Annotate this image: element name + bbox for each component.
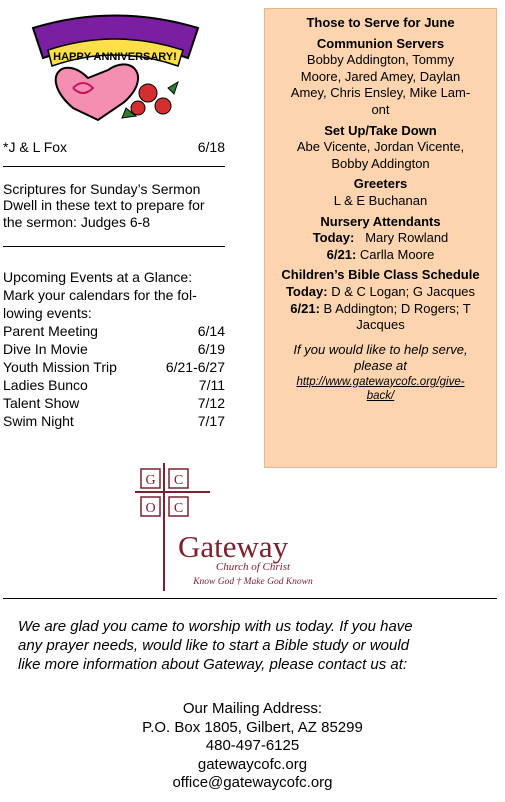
scripture-line: Dwell in these text to prepare for (3, 197, 205, 213)
communion-block (273, 36, 488, 119)
event-name: Parent Meeting (3, 323, 98, 339)
giveback-link[interactable]: http://www.gatewaycofc.org/give- (296, 375, 465, 388)
gateway-logo (135, 463, 340, 591)
nursery-today-label: Today: (312, 230, 355, 246)
class-today-names: D & C Logan; G Jacques (331, 283, 476, 299)
class-today-label: Today: (285, 283, 328, 299)
class-next-names: B Addington; D Rogers; T (323, 300, 471, 316)
event-row (3, 412, 225, 430)
event-name: Youth Mission Trip (3, 359, 117, 375)
setup-title: Set Up/Take Down (324, 122, 437, 138)
scripture-title: Scriptures for Sunday’s Sermon (3, 181, 201, 197)
logo-letter-c2: C (173, 501, 184, 516)
contact-block (0, 700, 505, 793)
nursery-block (273, 214, 488, 264)
nursery-next (273, 247, 488, 264)
event-date: 6/19 (197, 341, 225, 357)
events-title: Upcoming Events at a Glance: (3, 269, 193, 285)
scripture-section (3, 181, 225, 231)
events-intro: lowing events: (3, 305, 92, 321)
anniversary-name: *J & L Fox (3, 139, 68, 155)
logo-name: Gateway (178, 529, 289, 564)
event-name: Ladies Bunco (3, 377, 88, 393)
class-next-cont: Jacques (356, 317, 405, 333)
event-date: 7/12 (197, 395, 225, 411)
event-date: 7/17 (197, 413, 225, 429)
communion-title: Communion Servers (316, 35, 445, 51)
logo-letter-o: O (145, 501, 156, 516)
divider (3, 246, 225, 247)
email[interactable]: office@gatewaycofc.org (172, 774, 333, 791)
happy-anniversary-banner (28, 8, 203, 123)
serve-title: Those to Serve for June (306, 15, 455, 30)
event-date: 6/21-6/27 (165, 359, 225, 375)
class-block (273, 267, 488, 333)
class-next (273, 301, 488, 318)
mailing-title: Our Mailing Address: (182, 700, 323, 717)
help-line: If you would like to help serve, (293, 341, 468, 357)
logo-letter-g: G (145, 473, 156, 488)
greeters-block (273, 176, 488, 209)
event-date: 7/11 (198, 377, 225, 393)
scripture-line: the sermon: Judges 6-8 (3, 214, 151, 230)
event-name: Dive In Movie (3, 341, 88, 357)
nursery-title: Nursery Attendants (320, 213, 441, 229)
event-row (3, 394, 225, 412)
setup-block (273, 123, 488, 173)
setup-line: Bobby Addington (331, 155, 430, 171)
welcome-line: any prayer needs, would like to start a Bible study or would (18, 637, 410, 654)
logo-tagline: Know God † Make God Known (193, 577, 313, 587)
events-section (3, 268, 225, 430)
help-block (273, 342, 488, 403)
anniversary-row (3, 139, 225, 155)
communion-line: ont (371, 101, 390, 117)
event-row (3, 376, 225, 394)
event-row (3, 358, 225, 376)
divider (3, 598, 497, 599)
class-title: Children’s Bible Class Schedule (281, 267, 480, 283)
communion-line: Bobby Addington, Tommy (306, 52, 455, 68)
events-intro: Mark your calendars for the fol- (3, 287, 197, 303)
event-name: Talent Show (3, 395, 80, 411)
event-row (3, 340, 225, 358)
anniversary-date: 6/18 (197, 139, 225, 155)
serve-box (264, 8, 497, 468)
logo-letter-c: C (173, 473, 184, 488)
greeters-names: L & E Buchanan (333, 192, 428, 208)
help-line: please at (354, 358, 407, 374)
class-next-label: 6/21: (290, 300, 320, 316)
event-row (3, 322, 225, 340)
communion-line: Moore, Jared Amey, Daylan (300, 68, 461, 84)
giveback-link-cont[interactable]: back/ (366, 389, 395, 402)
divider (3, 166, 225, 167)
welcome-text (18, 617, 488, 674)
website[interactable]: gatewaycofc.org (197, 755, 308, 773)
nursery-next-label: 6/21: (326, 246, 357, 262)
nursery-today-names: Mary Rowland (365, 230, 449, 246)
welcome-line: like more information about Gateway, please contact us at: (18, 656, 408, 673)
mailing-address: P.O. Box 1805, Gilbert, AZ 85299 (142, 718, 363, 736)
class-today (273, 284, 488, 301)
welcome-line: We are glad you came to worship with us today. If you have (18, 618, 413, 635)
nursery-next-names: Carlla Moore (359, 246, 435, 262)
banner-text: HAPPY ANNIVERSARY! (53, 51, 177, 63)
logo-church: Church of Christ (215, 561, 291, 573)
event-name: Swim Night (3, 413, 74, 429)
phone-number: 480-497-6125 (205, 737, 300, 754)
setup-line: Abe Vicente, Jordan Vicente, (296, 139, 465, 155)
communion-line: Amey, Chris Ensley, Mike Lam- (290, 85, 471, 101)
greeters-title: Greeters (353, 176, 408, 192)
nursery-today (273, 230, 488, 247)
event-date: 6/14 (197, 323, 225, 339)
